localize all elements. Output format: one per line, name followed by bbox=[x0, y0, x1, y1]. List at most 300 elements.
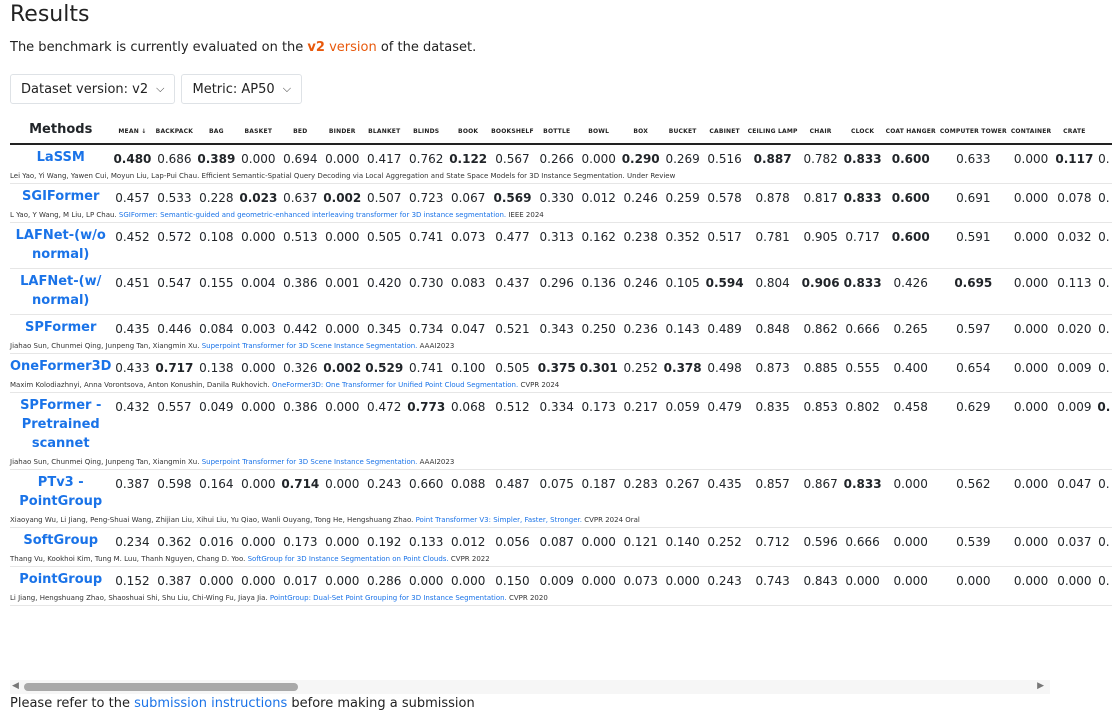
score-cell: 0.533 bbox=[157, 191, 192, 205]
score-cell: 0.387 bbox=[115, 477, 150, 491]
score-cell: 0. bbox=[1098, 191, 1110, 205]
score-cell: 0.695 bbox=[938, 269, 1009, 315]
column-header[interactable]: BUCKET bbox=[668, 128, 697, 135]
score-cell: 0.002 bbox=[323, 361, 362, 375]
score-cell: 0.433 bbox=[115, 361, 150, 375]
score-cell: 0.002 bbox=[323, 191, 362, 205]
score-cell: 0.000 bbox=[450, 574, 486, 588]
reference-venue: CVPR 2024 Oral bbox=[582, 516, 640, 524]
score-cell: 0.267 bbox=[665, 477, 700, 491]
score-cell: 0.487 bbox=[495, 477, 530, 491]
reference-cell bbox=[10, 456, 1112, 470]
score-cell: 0.386 bbox=[279, 269, 321, 315]
score-cell: 0.000 bbox=[581, 152, 616, 166]
reference-row bbox=[10, 592, 1112, 606]
intro-after: of the dataset. bbox=[376, 40, 477, 55]
column-header[interactable]: COAT HANGER bbox=[885, 128, 936, 135]
column-header[interactable]: BED bbox=[293, 128, 308, 135]
score-cell: 0.435 bbox=[115, 322, 150, 336]
score-cell: 0.781 bbox=[746, 223, 800, 269]
score-cell: 0.452 bbox=[111, 223, 153, 269]
reference-venue: AAAI2023 bbox=[417, 342, 455, 350]
score-cell: 0.633 bbox=[956, 152, 991, 166]
column-header-overflow bbox=[1095, 118, 1112, 144]
method-name[interactable]: LAFNet-(w/o normal) bbox=[10, 223, 111, 269]
score-cell: 0.121 bbox=[623, 535, 658, 549]
metric-dropdown[interactable] bbox=[181, 74, 302, 104]
score-cell: 0.741 bbox=[405, 223, 447, 269]
score-cell: 0.507 bbox=[367, 191, 402, 205]
score-cell: 0.743 bbox=[755, 574, 790, 588]
score-cell: 0.009 bbox=[1057, 400, 1092, 414]
score-cell: 0. bbox=[1098, 535, 1110, 549]
paper-link[interactable]: SoftGroup for 3D Instance Segmentation on Point Clouds. bbox=[247, 555, 449, 563]
score-cell: 0. bbox=[1095, 223, 1112, 269]
score-cell: 0.000 bbox=[1057, 574, 1092, 588]
score-cell: 0.000 bbox=[241, 152, 276, 166]
score-cell: 0.420 bbox=[363, 269, 405, 315]
score-cell: 0.539 bbox=[956, 535, 991, 549]
column-header[interactable]: CABINET bbox=[709, 128, 740, 135]
score-cell: 0.088 bbox=[450, 477, 486, 491]
score-cell: 0.873 bbox=[755, 361, 790, 375]
horizontal-scrollbar[interactable] bbox=[10, 680, 1050, 694]
score-cell: 0.516 bbox=[707, 152, 742, 166]
score-cell: 0.009 bbox=[539, 574, 574, 588]
score-cell: 0.000 bbox=[893, 477, 928, 491]
score-cell: 0.862 bbox=[803, 322, 838, 336]
scroll-right-icon[interactable]: ▶ bbox=[1037, 681, 1044, 691]
score-cell: 0.173 bbox=[581, 400, 616, 414]
score-cell: 0.597 bbox=[956, 322, 991, 336]
score-cell: 0.378 bbox=[663, 361, 702, 375]
column-header[interactable]: BOX bbox=[633, 128, 649, 135]
score-cell: 0.717 bbox=[842, 223, 884, 269]
reference-cell bbox=[10, 170, 1112, 184]
score-cell: 0.032 bbox=[1053, 223, 1095, 269]
reference-authors: Jiahao Sun, Chunmei Qing, Junpeng Tan, Xiangmin Xu. bbox=[10, 458, 202, 466]
reference-row bbox=[10, 340, 1112, 354]
score-cell: 0.906 bbox=[800, 269, 842, 315]
score-cell: 0.105 bbox=[662, 269, 704, 315]
score-cell: 0.078 bbox=[1057, 191, 1092, 205]
score-cell: 0.152 bbox=[115, 574, 150, 588]
score-cell: 0.596 bbox=[803, 535, 838, 549]
score-cell: 0.472 bbox=[367, 400, 402, 414]
reference-cell bbox=[10, 379, 1112, 393]
score-cell: 0.477 bbox=[489, 223, 536, 269]
column-header[interactable]: BOWL bbox=[588, 128, 610, 135]
table-row bbox=[10, 470, 1112, 515]
table-row bbox=[10, 315, 1112, 341]
score-cell: 0.187 bbox=[581, 477, 616, 491]
score-cell: 0.660 bbox=[409, 477, 444, 491]
paper-link[interactable]: Superpoint Transformer for 3D Scene Instance Segmentation. bbox=[201, 342, 418, 350]
score-cell: 0.000 bbox=[956, 574, 991, 588]
methods-header: Methods bbox=[29, 122, 93, 137]
reference-row bbox=[10, 514, 1112, 528]
score-cell: 0.143 bbox=[665, 322, 700, 336]
score-cell: 0.853 bbox=[803, 400, 838, 414]
score-cell: 0.286 bbox=[367, 574, 402, 588]
score-cell: 0.637 bbox=[283, 191, 318, 205]
column-header[interactable]: BLINDS bbox=[413, 128, 440, 135]
score-cell: 0.802 bbox=[845, 400, 880, 414]
score-cell: 0.113 bbox=[1053, 269, 1095, 315]
score-cell: 0.389 bbox=[197, 152, 236, 166]
score-cell: 0. bbox=[1098, 574, 1110, 588]
score-cell: 0.234 bbox=[115, 535, 150, 549]
score-cell: 0.073 bbox=[447, 223, 489, 269]
score-cell: 0.243 bbox=[707, 574, 742, 588]
score-cell: 0.479 bbox=[707, 400, 742, 414]
score-cell: 0.730 bbox=[405, 269, 447, 315]
score-cell: 0.000 bbox=[1013, 477, 1049, 491]
score-cell: 0.686 bbox=[157, 152, 192, 166]
score-cell: 0.578 bbox=[707, 191, 742, 205]
score-cell: 0.068 bbox=[450, 400, 486, 414]
score-cell: 0.047 bbox=[1057, 477, 1092, 491]
chevron-down-icon: ⌵ bbox=[156, 82, 165, 95]
score-cell: 0.000 bbox=[1013, 574, 1049, 588]
column-header[interactable]: CLOCK bbox=[851, 128, 875, 135]
score-cell: 0.833 bbox=[843, 191, 882, 205]
score-cell: 0.000 bbox=[409, 574, 444, 588]
score-cell: 0.000 bbox=[237, 223, 279, 269]
score-cell: 0. bbox=[1098, 361, 1110, 375]
column-header[interactable]: COMPUTER TOWER bbox=[939, 128, 1007, 135]
score-cell: 0.666 bbox=[845, 322, 880, 336]
chevron-down-icon: ⌵ bbox=[282, 82, 292, 95]
score-cell: 0.000 bbox=[1013, 152, 1049, 166]
reference-venue: IEEE 2024 bbox=[506, 211, 544, 219]
score-cell: 0.192 bbox=[367, 535, 402, 549]
column-header[interactable]: BLANKET bbox=[368, 128, 401, 135]
score-cell: 0.833 bbox=[842, 269, 884, 315]
score-cell: 0.521 bbox=[495, 322, 530, 336]
score-cell: 0.000 bbox=[893, 574, 928, 588]
score-cell: 0.000 bbox=[845, 574, 880, 588]
score-cell: 0.016 bbox=[199, 535, 234, 549]
score-cell: 0.012 bbox=[450, 535, 486, 549]
reference-cell bbox=[10, 340, 1112, 354]
column-header[interactable]: BOOKSHELF bbox=[491, 128, 534, 135]
reference-authors: Maxim Kolodiazhnyi, Anna Vorontsova, Anton Konushin, Danila Rukhovich. bbox=[10, 381, 273, 389]
score-cell: 0.009 bbox=[1057, 361, 1092, 375]
score-cell: 0.629 bbox=[956, 400, 991, 414]
method-name[interactable]: SPFormer bbox=[25, 320, 97, 335]
footer-note bbox=[10, 696, 475, 711]
score-cell: 0.250 bbox=[581, 322, 616, 336]
score-cell: 0.217 bbox=[623, 400, 658, 414]
score-cell: 0.426 bbox=[884, 269, 938, 315]
score-cell: 0.572 bbox=[153, 223, 195, 269]
results-table bbox=[10, 118, 1112, 606]
method-name[interactable]: PTv3 - PointGroup bbox=[19, 475, 103, 509]
method-name[interactable]: PointGroup bbox=[19, 572, 103, 587]
method-name[interactable]: LAFNet-(w/ normal) bbox=[10, 269, 111, 315]
score-cell: 0.782 bbox=[803, 152, 838, 166]
score-cell: 0.741 bbox=[409, 361, 444, 375]
score-cell: 0.345 bbox=[367, 322, 402, 336]
scrollbar-thumb[interactable] bbox=[24, 683, 298, 691]
score-cell: 0.547 bbox=[153, 269, 195, 315]
score-cell: 0.000 bbox=[1013, 322, 1049, 336]
footer-before: Please refer to the bbox=[10, 696, 135, 711]
reference-row bbox=[10, 379, 1112, 393]
method-name[interactable]: LaSSM bbox=[36, 150, 85, 165]
score-cell: 0.083 bbox=[447, 269, 489, 315]
reference-authors: L Yao, Y Wang, M Liu, LP Chau. bbox=[10, 211, 119, 219]
version-bold: v2 bbox=[307, 40, 325, 55]
score-cell: 0.489 bbox=[707, 322, 742, 336]
score-cell: 0.301 bbox=[579, 361, 618, 375]
score-cell: 0.567 bbox=[495, 152, 530, 166]
reference-authors: Jiahao Sun, Chunmei Qing, Junpeng Tan, Xiangmin Xu. bbox=[10, 342, 202, 350]
score-cell: 0.243 bbox=[367, 477, 402, 491]
score-cell: 0.400 bbox=[893, 361, 928, 375]
score-cell: 0.122 bbox=[449, 152, 488, 166]
score-cell: 0.594 bbox=[704, 269, 746, 315]
header-row bbox=[10, 118, 1112, 144]
column-header[interactable]: CHAIR bbox=[809, 128, 832, 135]
score-cell: 0.075 bbox=[539, 477, 574, 491]
reference-venue: CVPR 2022 bbox=[448, 555, 490, 563]
score-cell: 0.162 bbox=[578, 223, 620, 269]
score-cell: 0.867 bbox=[803, 477, 838, 491]
score-cell: 0.442 bbox=[283, 322, 318, 336]
version-link[interactable]: version bbox=[324, 40, 377, 55]
score-cell: 0.000 bbox=[325, 400, 360, 414]
reference-row bbox=[10, 456, 1112, 470]
score-cell: 0.446 bbox=[157, 322, 192, 336]
score-cell: 0.000 bbox=[199, 574, 234, 588]
table-row bbox=[10, 184, 1112, 210]
score-cell: 0.714 bbox=[281, 477, 320, 491]
score-cell: 0.835 bbox=[755, 400, 790, 414]
score-cell: 0.387 bbox=[157, 574, 192, 588]
score-cell: 0.155 bbox=[195, 269, 237, 315]
score-cell: 0.352 bbox=[662, 223, 704, 269]
reference-row bbox=[10, 209, 1112, 223]
score-cell: 0.654 bbox=[956, 361, 991, 375]
score-cell: 0.023 bbox=[239, 191, 278, 205]
score-cell: 0.020 bbox=[1057, 322, 1092, 336]
score-cell: 0.000 bbox=[241, 574, 276, 588]
metric-label: Metric: AP50 bbox=[192, 81, 275, 97]
column-header[interactable]: CONTAINER bbox=[1010, 128, 1052, 135]
score-cell: 0.000 bbox=[325, 535, 360, 549]
results-table-container bbox=[10, 118, 1111, 668]
score-cell: 0.000 bbox=[1009, 223, 1054, 269]
score-cell: 0.905 bbox=[800, 223, 842, 269]
score-cell: 0.432 bbox=[115, 400, 150, 414]
score-cell: 0.269 bbox=[665, 152, 700, 166]
page-title: Results bbox=[10, 2, 90, 27]
score-cell: 0.529 bbox=[365, 361, 404, 375]
paper-link[interactable]: OneFormer3D: One Transformer for Unified Point Cloud Segmentation. bbox=[272, 381, 519, 389]
score-cell: 0.138 bbox=[199, 361, 234, 375]
score-cell: 0.600 bbox=[891, 152, 930, 166]
column-header[interactable]: BOTTLE bbox=[543, 128, 571, 135]
score-cell: 0.833 bbox=[843, 477, 882, 491]
table-row bbox=[10, 144, 1112, 170]
method-name[interactable]: SoftGroup bbox=[23, 533, 99, 548]
dataset-version-dropdown[interactable] bbox=[10, 74, 175, 104]
method-name[interactable]: OneFormer3D bbox=[10, 359, 112, 374]
score-cell: 0.087 bbox=[539, 535, 574, 549]
score-cell: 0.887 bbox=[753, 152, 792, 166]
score-cell: 0.000 bbox=[325, 322, 360, 336]
score-cell: 0. bbox=[1097, 400, 1111, 414]
reference-cell bbox=[10, 553, 1112, 567]
score-cell: 0.512 bbox=[495, 400, 530, 414]
score-cell: 0.000 bbox=[1013, 191, 1049, 205]
table-row bbox=[10, 393, 1112, 457]
score-cell: 0.343 bbox=[539, 322, 574, 336]
score-cell: 0.334 bbox=[539, 400, 574, 414]
score-cell: 0.173 bbox=[283, 535, 318, 549]
score-cell: 0.375 bbox=[537, 361, 576, 375]
score-cell: 0.848 bbox=[755, 322, 790, 336]
score-cell: 0.712 bbox=[755, 535, 790, 549]
method-name[interactable]: SPFormer - Pretrained scannet bbox=[20, 398, 102, 451]
score-cell: 0.857 bbox=[755, 477, 790, 491]
table-row bbox=[10, 223, 1112, 269]
score-cell: 0.557 bbox=[157, 400, 192, 414]
column-header[interactable]: BINDER bbox=[328, 128, 356, 135]
score-cell: 0.000 bbox=[1009, 269, 1054, 315]
score-cell: 0.000 bbox=[325, 152, 360, 166]
score-cell: 0.000 bbox=[1013, 535, 1049, 549]
score-cell: 0.073 bbox=[623, 574, 658, 588]
submission-instructions-link[interactable]: submission instructions bbox=[134, 696, 288, 711]
column-header[interactable]: BOOK bbox=[458, 128, 479, 135]
paper-link[interactable]: Superpoint Transformer for 3D Scene Instance Segmentation. bbox=[201, 458, 418, 466]
method-name[interactable]: SGIFormer bbox=[22, 189, 100, 204]
score-cell: 0.734 bbox=[409, 322, 444, 336]
score-cell: 0.313 bbox=[536, 223, 578, 269]
intro-before: The benchmark is currently evaluated on the bbox=[10, 40, 308, 55]
score-cell: 0.458 bbox=[893, 400, 928, 414]
dataset-version-label: Dataset version: v2 bbox=[21, 81, 149, 97]
score-cell: 0.001 bbox=[321, 269, 363, 315]
score-cell: 0.804 bbox=[746, 269, 800, 315]
column-header[interactable]: BACKPACK bbox=[155, 128, 194, 135]
score-cell: 0.000 bbox=[241, 400, 276, 414]
score-cell: 0.246 bbox=[620, 269, 662, 315]
column-header[interactable]: BASKET bbox=[244, 128, 273, 135]
score-cell: 0.290 bbox=[621, 152, 660, 166]
score-cell: 0.133 bbox=[409, 535, 444, 549]
score-cell: 0.505 bbox=[495, 361, 530, 375]
score-cell: 0.326 bbox=[283, 361, 318, 375]
score-cell: 0.505 bbox=[363, 223, 405, 269]
score-cell: 0.691 bbox=[956, 191, 991, 205]
score-cell: 0.100 bbox=[450, 361, 486, 375]
score-cell: 0.498 bbox=[707, 361, 742, 375]
score-cell: 0.136 bbox=[578, 269, 620, 315]
score-cell: 0.843 bbox=[803, 574, 838, 588]
column-header[interactable]: MEAN ↓ bbox=[118, 128, 147, 135]
score-cell: 0.513 bbox=[279, 223, 321, 269]
score-cell: 0.000 bbox=[581, 574, 616, 588]
reference-cell bbox=[10, 514, 1112, 528]
score-cell: 0.296 bbox=[536, 269, 578, 315]
score-cell: 0.457 bbox=[115, 191, 150, 205]
table-row bbox=[10, 528, 1112, 554]
score-cell: 0.878 bbox=[755, 191, 790, 205]
score-cell: 0.084 bbox=[199, 322, 234, 336]
score-cell: 0.000 bbox=[325, 574, 360, 588]
score-cell: 0.003 bbox=[241, 322, 276, 336]
score-cell: 0.717 bbox=[155, 361, 194, 375]
score-cell: 0.600 bbox=[884, 223, 938, 269]
score-cell: 0.555 bbox=[845, 361, 880, 375]
score-cell: 0.266 bbox=[539, 152, 574, 166]
score-cell: 0.000 bbox=[1013, 400, 1049, 414]
score-cell: 0.833 bbox=[843, 152, 882, 166]
table-row bbox=[10, 354, 1112, 380]
column-header[interactable]: CRATE bbox=[1063, 128, 1086, 135]
table-row bbox=[10, 269, 1112, 315]
score-cell: 0.437 bbox=[489, 269, 536, 315]
score-cell: 0.598 bbox=[157, 477, 192, 491]
score-cell: 0.000 bbox=[893, 535, 928, 549]
score-cell: 0.694 bbox=[283, 152, 318, 166]
score-cell: 0.000 bbox=[325, 477, 360, 491]
score-cell: 0.059 bbox=[665, 400, 700, 414]
controls bbox=[10, 74, 1050, 104]
scroll-left-icon[interactable]: ◀ bbox=[12, 681, 19, 691]
column-header[interactable]: CEILING LAMP bbox=[747, 128, 798, 135]
reference-venue: CVPR 2024 bbox=[518, 381, 560, 389]
reference-authors: Li Jiang, Hengshuang Zhao, Shaoshuai Shi, Shu Liu, Chi-Wing Fu, Jiaya Jia. bbox=[10, 594, 270, 602]
score-cell: 0.259 bbox=[665, 191, 700, 205]
score-cell: 0.666 bbox=[845, 535, 880, 549]
score-cell: 0.037 bbox=[1057, 535, 1092, 549]
score-cell: 0.283 bbox=[623, 477, 658, 491]
score-cell: 0.164 bbox=[199, 477, 234, 491]
score-cell: 0.047 bbox=[450, 322, 486, 336]
reference-cell bbox=[10, 209, 1112, 223]
score-cell: 0.252 bbox=[623, 361, 658, 375]
score-cell: 0. bbox=[1098, 322, 1110, 336]
score-cell: 0.150 bbox=[495, 574, 530, 588]
score-cell: 0.056 bbox=[495, 535, 530, 549]
reference-row bbox=[10, 553, 1112, 567]
score-cell: 0.000 bbox=[581, 535, 616, 549]
column-header[interactable]: BAG bbox=[208, 128, 224, 135]
score-cell: 0.562 bbox=[956, 477, 991, 491]
score-cell: 0.000 bbox=[241, 361, 276, 375]
paper-link[interactable]: PointGroup: Dual-Set Point Grouping for 3D Instance Segmentation. bbox=[269, 594, 507, 602]
score-cell: 0.885 bbox=[803, 361, 838, 375]
score-cell: 0.817 bbox=[803, 191, 838, 205]
paper-link[interactable]: SGIFormer: Semantic-guided and geometric-enhanced interleaving transformer for 3D instance segmentation. bbox=[118, 211, 507, 219]
score-cell: 0.435 bbox=[707, 477, 742, 491]
score-cell: 0.140 bbox=[665, 535, 700, 549]
score-cell: 0.017 bbox=[283, 574, 318, 588]
score-cell: 0.000 bbox=[241, 477, 276, 491]
score-cell: 0.000 bbox=[665, 574, 700, 588]
score-cell: 0.067 bbox=[450, 191, 486, 205]
score-cell: 0.004 bbox=[237, 269, 279, 315]
paper-link[interactable]: Point Transformer V3: Simpler, Faster, Stronger. bbox=[415, 516, 582, 524]
reference-row bbox=[10, 170, 1112, 184]
intro-text bbox=[10, 40, 1050, 56]
score-cell: 0.246 bbox=[623, 191, 658, 205]
